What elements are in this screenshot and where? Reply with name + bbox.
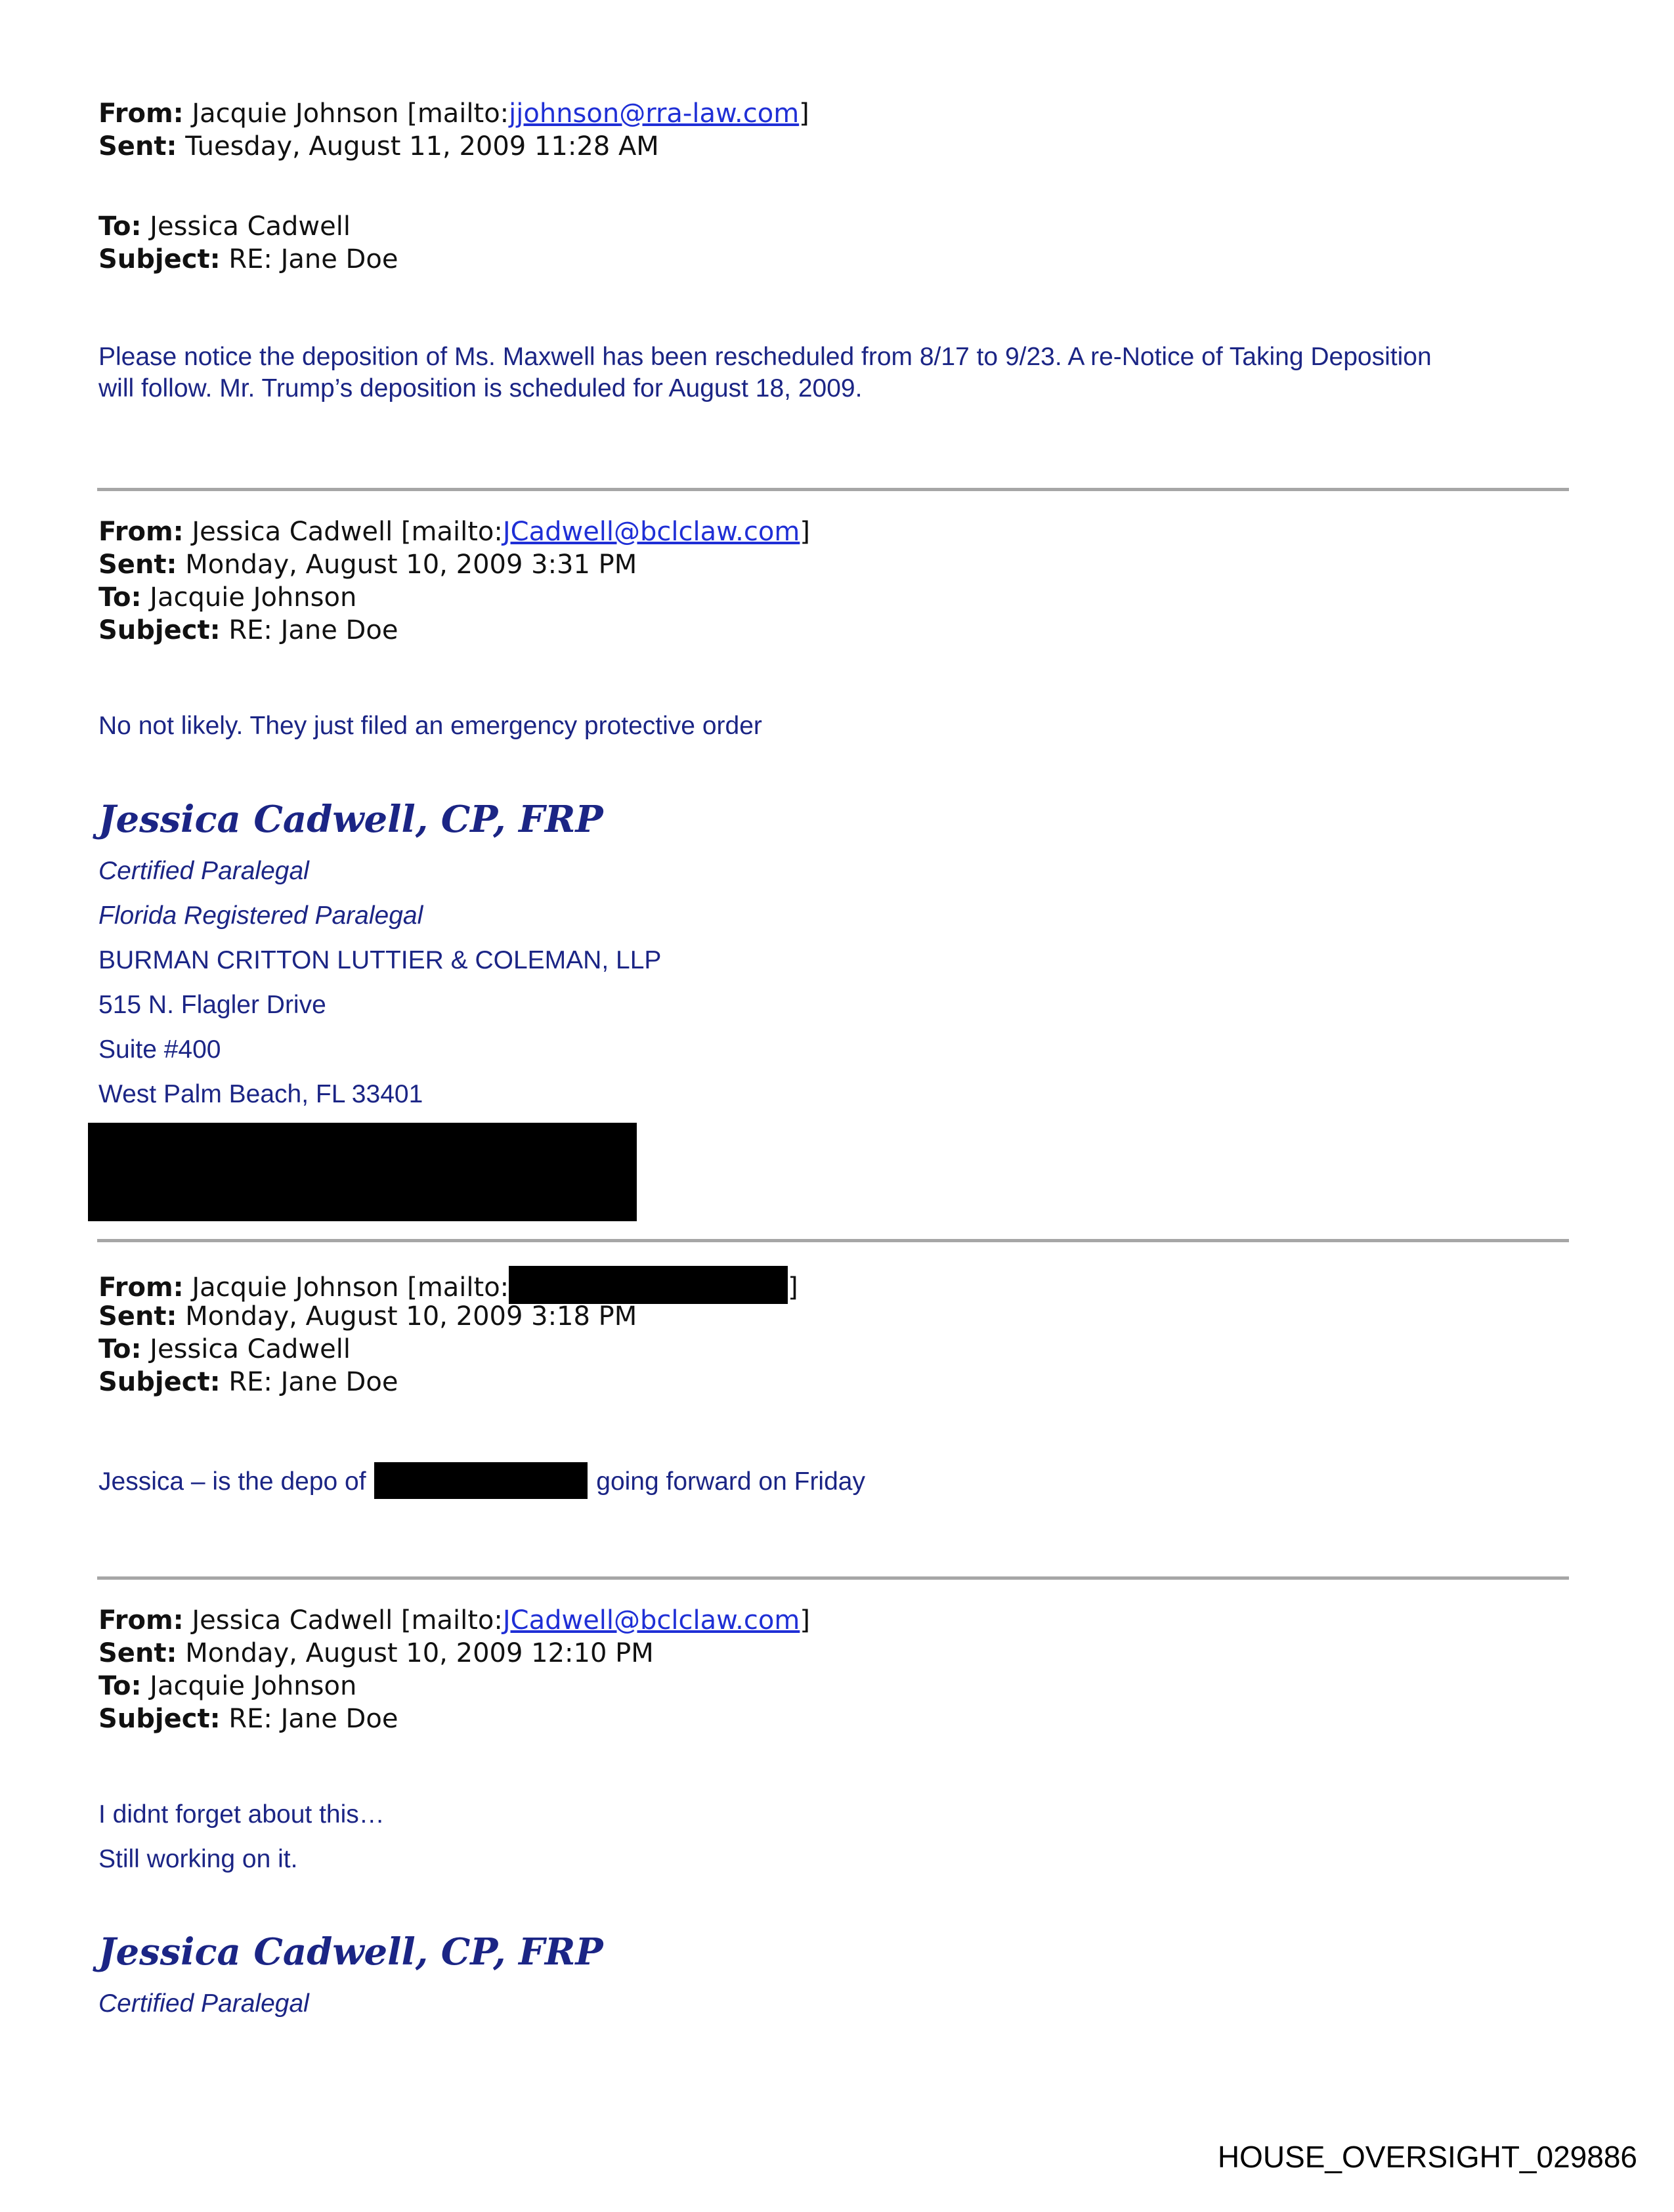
signature-name: Jessica Cadwell, CP, FRP [98,798,603,841]
email4-body-line1: I didnt forget about this… [98,1800,385,1829]
signature-title1: Certified Paralegal [98,857,309,885]
email2-subject [98,614,398,647]
from-name: Jacquie Johnson [mailto: [192,1272,509,1303]
email1-to [98,210,351,243]
signature-title2: Florida Registered Paralegal [98,901,423,930]
email4-body-line2: Still working on it. [98,1845,298,1873]
separator-rule [97,1239,1569,1242]
from-email-link[interactable]: jjohnson@rra-law.com [509,98,800,129]
from-close-bracket: ] [800,1605,810,1636]
signature-address3: West Palm Beach, FL 33401 [98,1080,423,1108]
sent-label: Sent: [98,1638,177,1668]
email3-subject [98,1366,398,1399]
subject-value: RE: Jane Doe [228,615,398,645]
email3-to [98,1333,351,1366]
signature-firm: BURMAN CRITTON LUTTIER & COLEMAN, LLP [98,946,662,974]
from-name: Jessica Cadwell [mailto: [192,1605,503,1636]
to-label: To: [98,211,142,242]
subject-value: RE: Jane Doe [228,1704,398,1734]
email3-body [98,1462,865,1499]
from-label: From: [98,98,184,129]
sent-label: Sent: [98,131,177,162]
email1-subject [98,243,398,276]
from-label: From: [98,1272,184,1303]
email2-from [98,515,810,548]
from-name: Jessica Cadwell [mailto: [192,517,503,547]
email4-sent [98,1637,654,1670]
to-value: Jacquie Johnson [150,582,357,613]
bates-number: HOUSE_OVERSIGHT_029886 [1217,2140,1637,2174]
signature-name: Jessica Cadwell, CP, FRP [98,1930,603,1974]
signature-address1: 515 N. Flagler Drive [98,991,326,1019]
separator-rule [97,1576,1569,1580]
email2-body: No not likely. They just filed an emergency protective order [98,712,762,740]
subject-value: RE: Jane Doe [228,244,398,274]
sent-value: Monday, August 10, 2009 3:18 PM [185,1301,637,1332]
email1-sent [98,130,659,163]
email2-to [98,581,356,614]
email1-body-line2: will follow. Mr. Trump’s deposition is scheduled for August 18, 2009. [98,374,863,402]
from-email-link[interactable]: JCadwell@bclclaw.com [502,517,800,547]
subject-label: Subject: [98,615,221,645]
subject-label: Subject: [98,1704,221,1734]
from-label: From: [98,517,184,547]
email1-body-line1: Please notice the deposition of Ms. Maxwell has been rescheduled from 8/17 to 9/23. A re-Notice of Taking Deposition [98,343,1432,371]
signature-title1: Certified Paralegal [98,1989,309,2018]
from-close-bracket: ] [788,1272,798,1303]
from-close-bracket: ] [799,98,809,129]
to-label: To: [98,1671,142,1701]
subject-label: Subject: [98,244,221,274]
sent-label: Sent: [98,1301,177,1332]
body-text-before: Jessica – is the depo of [98,1467,366,1496]
sent-value: Monday, August 10, 2009 12:10 PM [185,1638,654,1668]
from-close-bracket: ] [800,517,810,547]
subject-value: RE: Jane Doe [228,1367,398,1397]
to-value: Jessica Cadwell [150,211,351,242]
email2-sent [98,548,637,581]
subject-label: Subject: [98,1367,221,1397]
to-label: To: [98,1334,142,1364]
from-label: From: [98,1605,184,1636]
sent-value: Monday, August 10, 2009 3:31 PM [185,550,637,580]
email3-sent [98,1300,637,1333]
sent-value: Tuesday, August 11, 2009 11:28 AM [185,131,659,162]
email1-from [98,97,809,130]
email4-from [98,1604,810,1637]
email4-subject [98,1702,398,1735]
email3-from [98,1266,798,1304]
email4-to [98,1670,356,1702]
signature-address2: Suite #400 [98,1035,221,1064]
to-value: Jacquie Johnson [150,1671,357,1701]
redaction-block [374,1462,588,1499]
redaction-block [88,1123,637,1221]
to-label: To: [98,582,142,613]
sent-label: Sent: [98,550,177,580]
to-value: Jessica Cadwell [150,1334,351,1364]
from-name: Jacquie Johnson [mailto: [192,98,509,129]
body-text-after: going forward on Friday [596,1467,865,1496]
from-email-link[interactable]: JCadwell@bclclaw.com [502,1605,800,1636]
redaction-block [509,1266,788,1304]
separator-rule [97,488,1569,491]
